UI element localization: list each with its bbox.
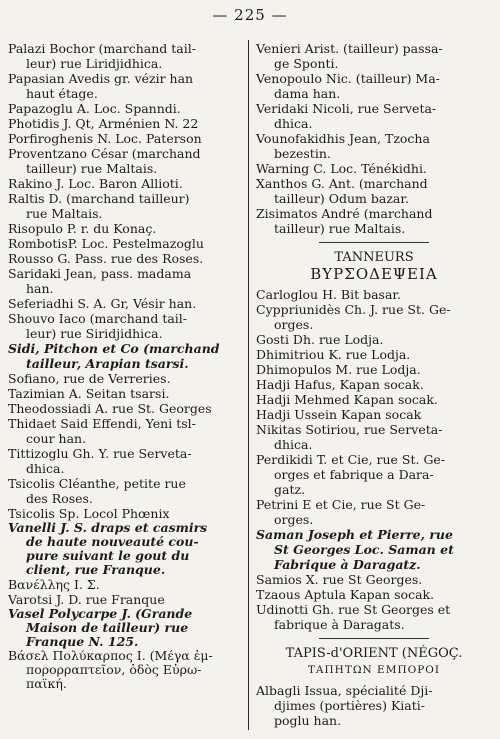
directory-entry-greek: Βάσελ Πολύκαρπος Ι. (Μέγα ἐμ- πορορραπτεῖον, ὁδὸς Εὐρω- παϊκή. [8,648,213,691]
column-divider [248,40,249,730]
directory-entry: Tazimian A. Seitan tsarsi. [8,386,170,401]
directory-entry: Nikitas Sotiriou, rue Serveta- dhica. [256,422,443,452]
directory-entry: Shouvo Iaco (marchand tail- leur) rue Siridjidhica. [8,311,188,341]
directory-entry-bold: Vanelli J. S. draps et casmirs de haute nouveauté cou- pure suivant le gout du client, rue Franque. [8,520,208,577]
directory-entry: Hadji Ussein Kapan socak [256,407,422,422]
directory-entry-bold: Sidi, Pitchon et Co (marchand tailleur, Arapian tsarsi. [8,341,220,371]
directory-entry: Theodossiadi A. rue St. Georges [8,401,212,416]
directory-entry: Sofiano, rue de Verreries. [8,371,171,386]
directory-entry: Vounofakidhis Jean, Tzocha bezestin. [256,131,430,161]
directory-entry: Porfiroghenis N. Loc. Paterson [8,131,202,146]
section-subtitle-tapis: ΤΑΠΗΤΩΝ ΕΜΠΟΡΟΙ [307,664,441,676]
directory-entry: Veridaki Nicoli, rue Serveta- dhica. [256,101,437,131]
directory-entry: RombotisP. Loc. Pestelmazoglu [8,236,204,251]
directory-entry: Dhimitriou K. rue Lodja. [256,347,411,362]
page-number: — 225 — [212,6,288,24]
directory-entry-bold: Saman Joseph et Pierre, rue St Georges Loc. Saman et Fabrique à Daragatz. [256,527,454,572]
directory-entry-bold: Vasel Polycarpe J. (Grande Maison de tailleur) rue Franque N. 125. [8,606,193,649]
directory-entry: Albagli Issua, spécialité Dji- djimes (portières) Kiati- poglu han. [256,683,433,728]
directory-entry: Gosti Dh. rue Lodja. [256,332,384,347]
directory-entry: Hadji Hafus, Kapan socak. [256,377,424,392]
directory-entry: Saridaki Jean, pass. madama han. [8,266,192,296]
directory-entry: Samios X. rue St Georges. [256,572,423,587]
directory-entry: Proventzano César (marchand tailleur) rue Maltais. [8,146,201,176]
directory-entry: Raltis D. (marchand tailleur) rue Maltais. [8,191,190,221]
section-subtitle-tanneurs: ΒΥΡΣΟΔΕΨΕΙΑ [310,265,438,283]
directory-entry-greek: Βανέλλης Ι. Σ. [8,577,100,592]
directory-entry: Xanthos G. Ant. (marchand tailleur) Odum bazar. [256,176,428,206]
directory-entry: Cyppriunidès Ch. J. rue St. Ge- orges. [256,302,451,332]
directory-entry: Tzaous Aptula Kapan socak. [256,587,435,602]
right-column [256,41,492,728]
left-column [8,41,244,691]
directory-entry: Thidaet Said Effendi, Yeni tsl- cour han. [8,416,196,446]
directory-entry: Palazi Bochor (marchand tail- leur) rue Liridjidhica. [8,41,196,71]
directory-entry: Carloglou H. Bit basar. [256,287,401,302]
directory-entry: Zisimatos André (marchand tailleur) rue Maltais. [256,206,433,236]
directory-entry: Venopoulo Nic. (tailleur) Ma- dama han. [256,71,440,101]
directory-entry: Varotsi J. D. rue Franque [8,592,165,607]
directory-entry: Hadji Mehmed Kapan socak. [256,392,438,407]
directory-entry: Venieri Arist. (tailleur) passa- ge Sponti. [256,41,443,71]
directory-entry: Rousso G. Pass. rue des Roses. [8,251,204,266]
directory-entry: Tsicolis Cléanthe, petite rue des Roses. [8,476,186,506]
directory-entry: Seferiadhi S. A. Gr, Vésir han. [8,296,197,311]
directory-entry: Dhimopulos M. rue Lodja. [256,362,421,377]
directory-entry: Udinotti Gh. rue St Georges et fabrique à Daragats. [256,602,451,632]
directory-entry: Photidis J. Qt, Arménien N. 22 [8,116,199,131]
directory-entry: Rakino J. Loc. Baron Allioti. [8,176,183,191]
directory-entry: Petrini E et Cie, rue St Ge- orges. [256,497,426,527]
directory-entry: Tsicolis Sp. Locol Phœnix [8,506,170,521]
section-rule [319,242,429,243]
section-rule [319,638,429,639]
directory-entry: Perdikidi T. et Cie, rue St. Ge- orges et fabrique a Dara- gatz. [256,452,446,497]
directory-entry: Tittizoglu Gh. Y. rue Serveta- dhica. [8,446,192,476]
section-title-tapis: TAPIS-d'ORIENT (NÉGOÇ. [285,646,463,661]
directory-entry: Papazoglu A. Loc. Spanndi. [8,101,181,116]
directory-entry: Warning C. Loc. Ténékidhi. [256,161,427,176]
directory-entry: Risopulo P. r. du Konaç. [8,221,157,236]
section-title-tanneurs: TANNEURS [334,250,414,265]
directory-entry: Papasian Avedis gr. vézir han haut étage. [8,71,194,101]
